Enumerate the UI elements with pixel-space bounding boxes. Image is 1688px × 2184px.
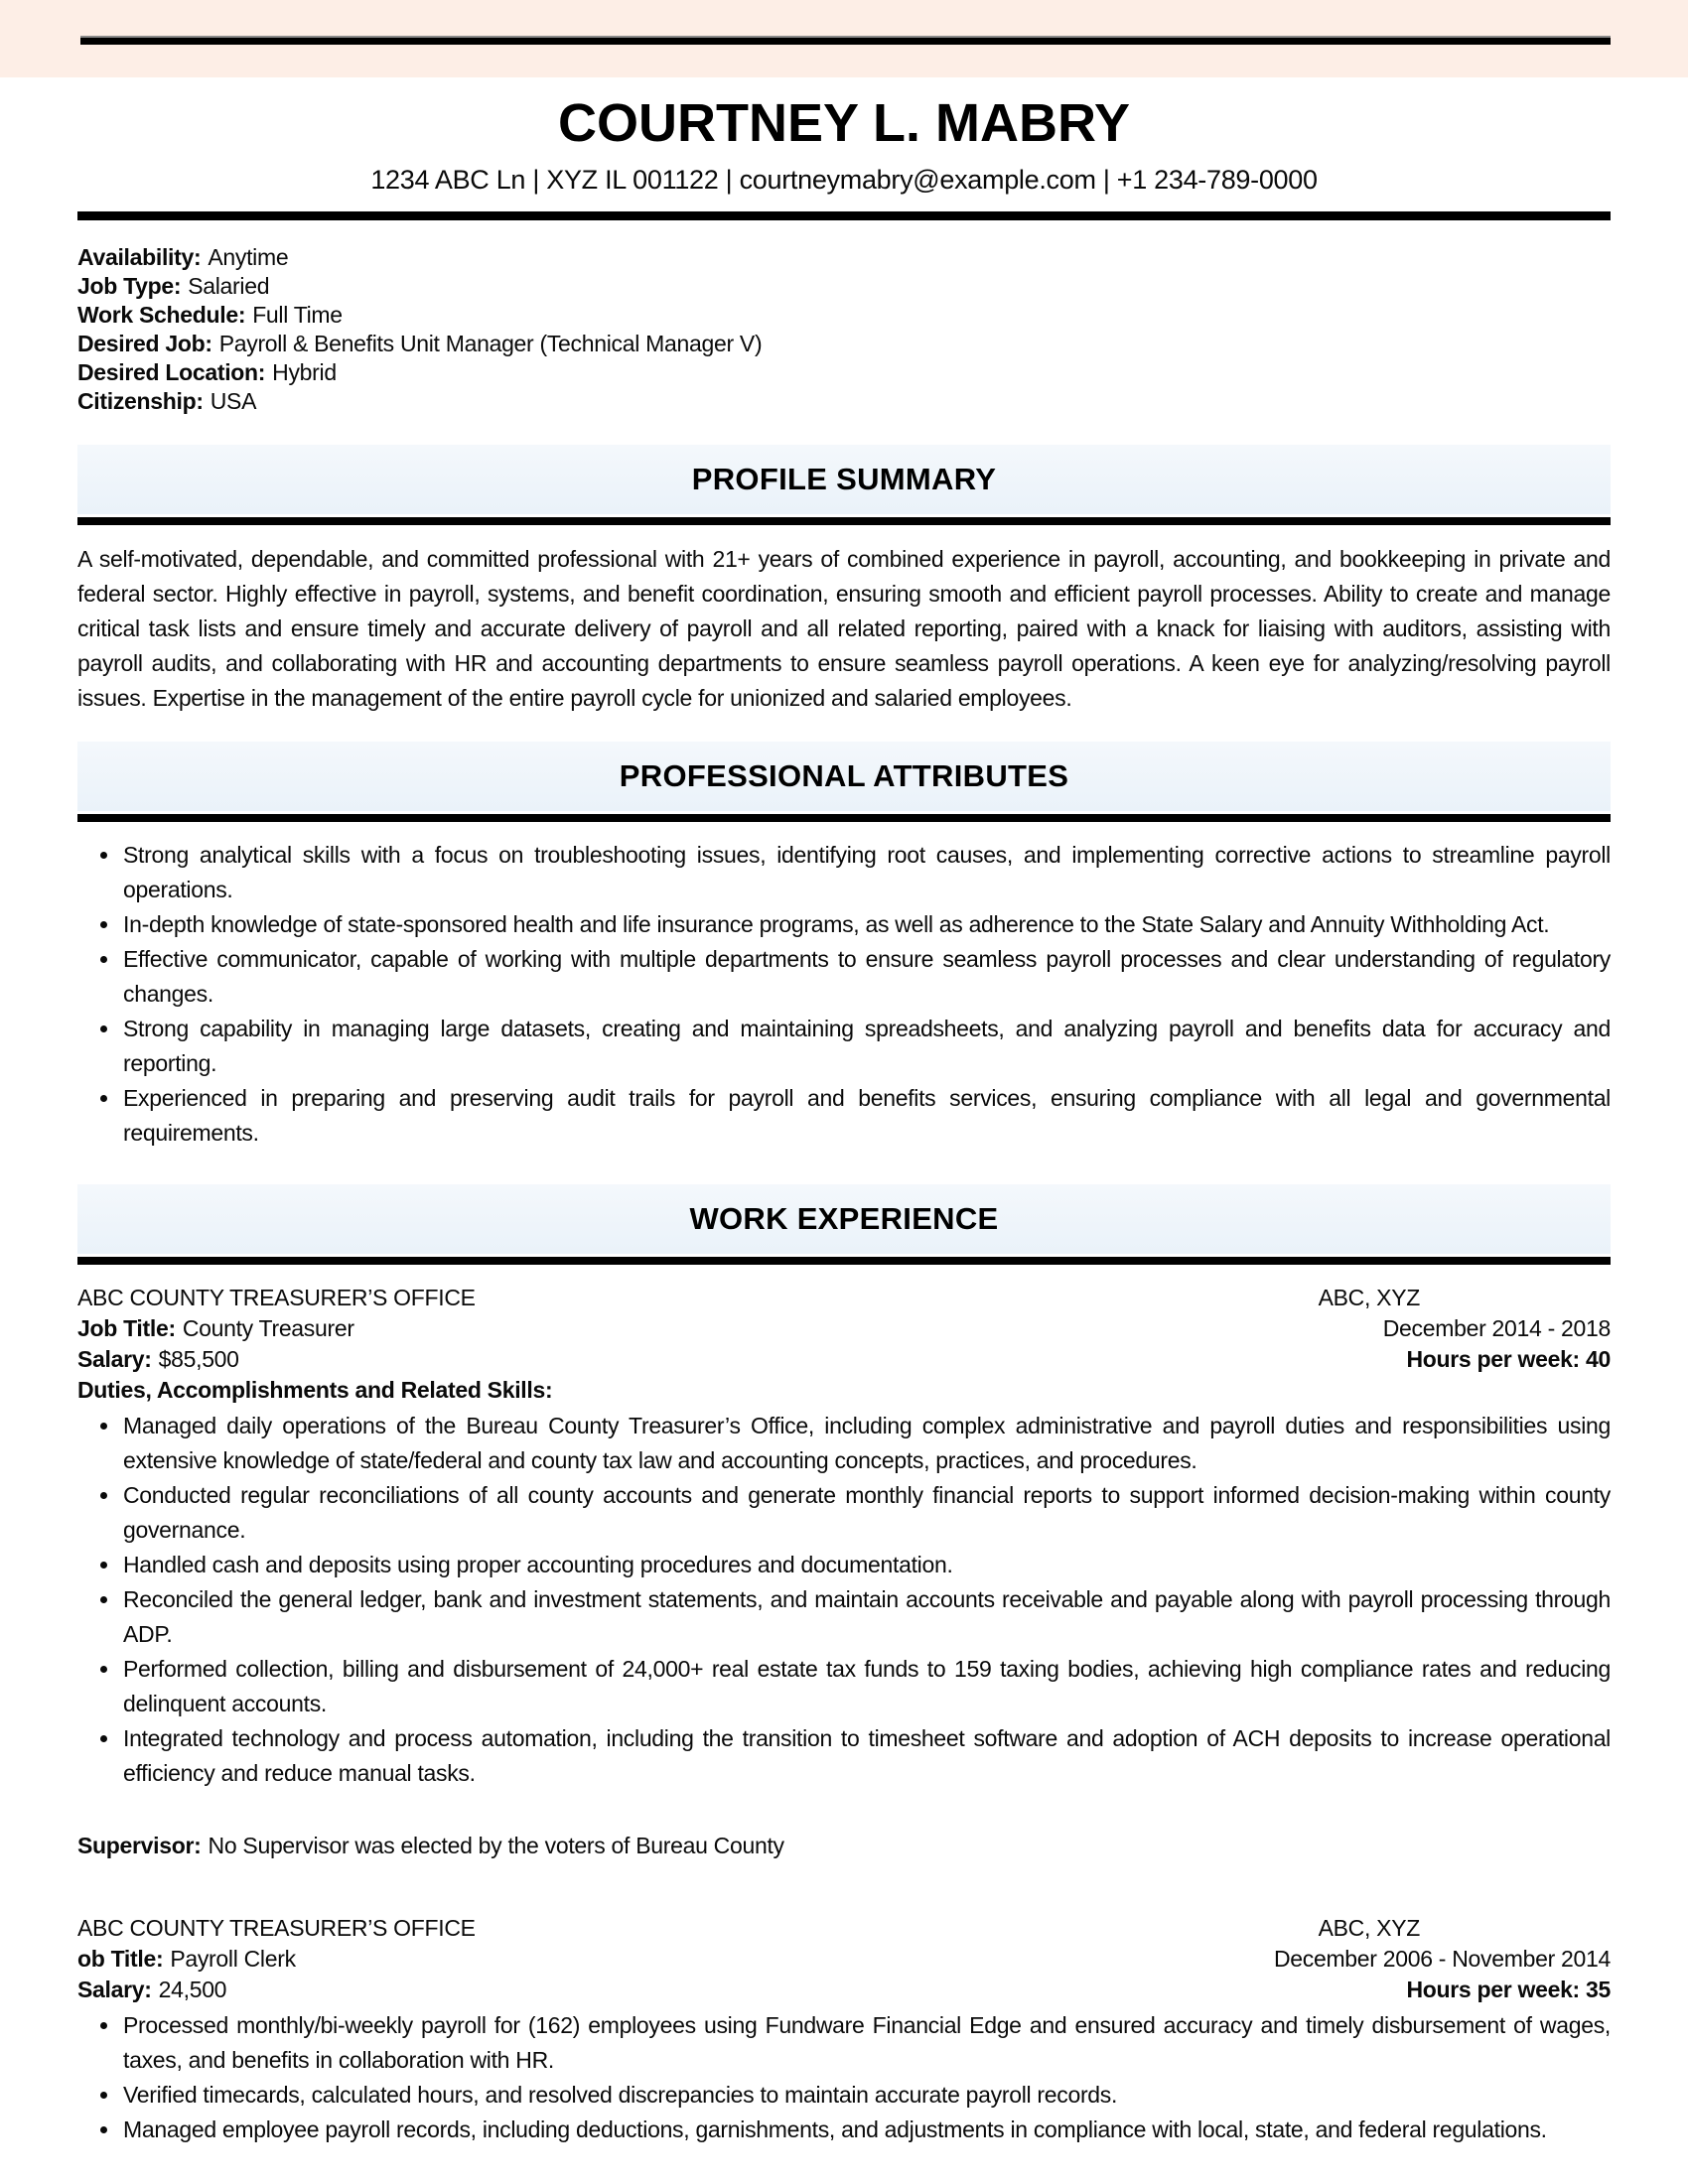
section-title: PROFESSIONAL ATTRIBUTES — [619, 758, 1069, 793]
contact-line: 1234 ABC Ln | XYZ IL 001122 | courtneymabry@example.com | +1 234-789-0000 — [370, 165, 1318, 195]
job-company: ABC COUNTY TREASURER’S OFFICE — [77, 1915, 476, 1941]
job-hours: Hours per week: 40 — [1406, 1346, 1611, 1372]
job-supervisor-value: No Supervisor was elected by the voters of Bureau County — [208, 1833, 784, 1858]
detail-label: Desired Job: — [77, 331, 212, 356]
bullet-item: • In-depth knowledge of state-sponsored health and life insurance programs, as well as adherence to the State Salary and Annuity Withholding Act. — [121, 907, 1611, 942]
section-title: PROFILE SUMMARY — [691, 462, 997, 496]
detail-value: Payroll & Benefits Unit Manager (Technical Manager V) — [218, 331, 763, 356]
job-title — [77, 1944, 296, 1975]
bullet-item: • Managed employee payroll records, including deductions, garnishments, and adjustments in compliance with local, state, and federal regulations. — [121, 2113, 1611, 2147]
job-salary — [77, 1975, 226, 2005]
details-block — [77, 243, 1611, 416]
job-title-value: County Treasurer — [182, 1315, 354, 1341]
bullet-item: • Strong capability in managing large datasets, creating and maintaining spreadsheets, and analyzing payroll and benefits data for accuracy and reporting. — [121, 1012, 1611, 1081]
detail-label: Citizenship: — [77, 388, 204, 414]
detail-row-desired-location — [77, 358, 1611, 387]
job-supervisor-row — [77, 1831, 1611, 1861]
bullet-item: • Effective communicator, capable of working with multiple departments to ensure seamless payroll processes and clear understanding of regulatory changes. — [121, 942, 1611, 1012]
section-header-work-experience — [77, 1184, 1611, 1254]
detail-row-citizenship — [77, 387, 1611, 416]
top-accent-rule — [80, 36, 1611, 45]
detail-row-job-type — [77, 272, 1611, 301]
detail-value: Anytime — [208, 244, 289, 270]
bullet-item: • Strong analytical skills with a focus on troubleshooting issues, identifying root causes, and implementing corrective actions to streamline payroll operations. — [121, 838, 1611, 907]
job-salary-label: Salary: — [77, 1977, 152, 2002]
job-location: ABC, XYZ — [1318, 1285, 1420, 1310]
job-company-row — [77, 1913, 1611, 1944]
header-divider — [77, 211, 1611, 220]
bullet-item: • Handled cash and deposits using proper accounting procedures and documentation. — [121, 1548, 1611, 1582]
profile-summary-text: A self-motivated, dependable, and committed professional with 21+ years of combined experience in payroll, accounting, and bookkeeping in private and federal sector. Highly effective in payroll, systems, and benefit coordination, ensuring smooth and efficient payroll processes. Ability to create and manage critical task lists and ensure timely and accurate delivery of payroll and all related reporting, paired with a knack for liaising with auditors, assisting with payroll audits, and collaborating with HR and accounting departments to ensure seamless payroll operations. A keen eye for analyzing/resolving payroll issues. Expertise in the management of the entire payroll cycle for unionized and salaried employees. — [77, 546, 1611, 711]
job-hours: Hours per week: 35 — [1406, 1977, 1611, 2002]
detail-row-availability — [77, 243, 1611, 272]
detail-value: Hybrid — [272, 359, 337, 385]
job-salary-value: $85,500 — [158, 1346, 239, 1372]
job-duties-list — [77, 2008, 1611, 2147]
bullet-item: • Managed daily operations of the Bureau County Treasurer’s Office, including complex administrative and payroll duties and responsibilities using extensive knowledge of state/federal and county tax law and accounting concepts, practices, and procedures. — [121, 1409, 1611, 1478]
detail-label: Desired Location: — [77, 359, 266, 385]
job-location: ABC, XYZ — [1318, 1915, 1420, 1941]
bullet-item: • Verified timecards, calculated hours, and resolved discrepancies to maintain accurate payroll records. — [121, 2078, 1611, 2113]
job-company-row — [77, 1283, 1611, 1313]
detail-value: Full Time — [252, 302, 343, 328]
detail-value: USA — [210, 388, 257, 414]
job-company: ABC COUNTY TREASURER’S OFFICE — [77, 1285, 476, 1310]
bullet-item: • Reconciled the general ledger, bank and investment statements, and maintain accounts receivable and payable along with payroll processing through ADP. — [121, 1582, 1611, 1652]
detail-row-desired-job — [77, 330, 1611, 358]
resume-content — [0, 93, 1688, 2147]
detail-label: Work Schedule: — [77, 302, 246, 328]
job-dates: December 2014 - 2018 — [1382, 1315, 1611, 1341]
bullet-item: • Experienced in preparing and preserving audit trails for payroll and benefits services, ensuring compliance with all legal and governmental requirements. — [121, 1081, 1611, 1151]
job-title-value: Payroll Clerk — [170, 1946, 296, 1972]
detail-label: Availability: — [77, 244, 202, 270]
job-salary-value: 24,500 — [158, 1977, 227, 2002]
bullet-item: • Conducted regular reconciliations of all county accounts and generate monthly financial reports to support informed decision-making within county governance. — [121, 1478, 1611, 1548]
job-title-row — [77, 1313, 1611, 1344]
job-title — [77, 1313, 354, 1344]
bullet-item: • Processed monthly/bi-weekly payroll for (162) employees using Fundware Financial Edge and ensured accuracy and timely disbursement of wages, taxes, and benefits in collaboration with HR. — [121, 2008, 1611, 2078]
job-salary-row — [77, 1344, 1611, 1375]
job-salary — [77, 1344, 239, 1375]
section-divider — [77, 517, 1611, 525]
job-salary-label: Salary: — [77, 1346, 152, 1372]
top-accent-bar — [0, 0, 1688, 77]
detail-label: Job Type: — [77, 273, 182, 299]
bullet-item: • Integrated technology and process automation, including the transition to timesheet software and adoption of ACH deposits to increase operational efficiency and reduce manual tasks. — [121, 1721, 1611, 1791]
job-dates: December 2006 - November 2014 — [1273, 1946, 1611, 1972]
job-title-label: ob Title: — [77, 1946, 164, 1972]
job-supervisor-label: Supervisor: — [77, 1833, 202, 1858]
job-salary-row — [77, 1975, 1611, 2005]
section-divider — [77, 1257, 1611, 1265]
job-entry-payroll-clerk — [77, 1913, 1611, 2147]
candidate-name: COURTNEY L. MABRY — [557, 93, 1131, 153]
job-duties-label: Duties, Accomplishments and Related Skills: — [77, 1377, 553, 1403]
section-title: WORK EXPERIENCE — [689, 1201, 999, 1236]
section-divider — [77, 814, 1611, 822]
professional-attributes-list — [77, 838, 1611, 1151]
job-title-row — [77, 1944, 1611, 1975]
detail-value: Salaried — [188, 273, 270, 299]
job-entry-county-treasurer — [77, 1283, 1611, 1861]
section-header-professional-attributes — [77, 742, 1611, 811]
detail-row-work-schedule — [77, 301, 1611, 330]
section-header-profile-summary — [77, 445, 1611, 514]
job-title-label: Job Title: — [77, 1315, 176, 1341]
job-duties-list — [77, 1409, 1611, 1791]
bullet-item: • Performed collection, billing and disbursement of 24,000+ real estate tax funds to 159 taxing bodies, achieving high compliance rates and reducing delinquent accounts. — [121, 1652, 1611, 1721]
